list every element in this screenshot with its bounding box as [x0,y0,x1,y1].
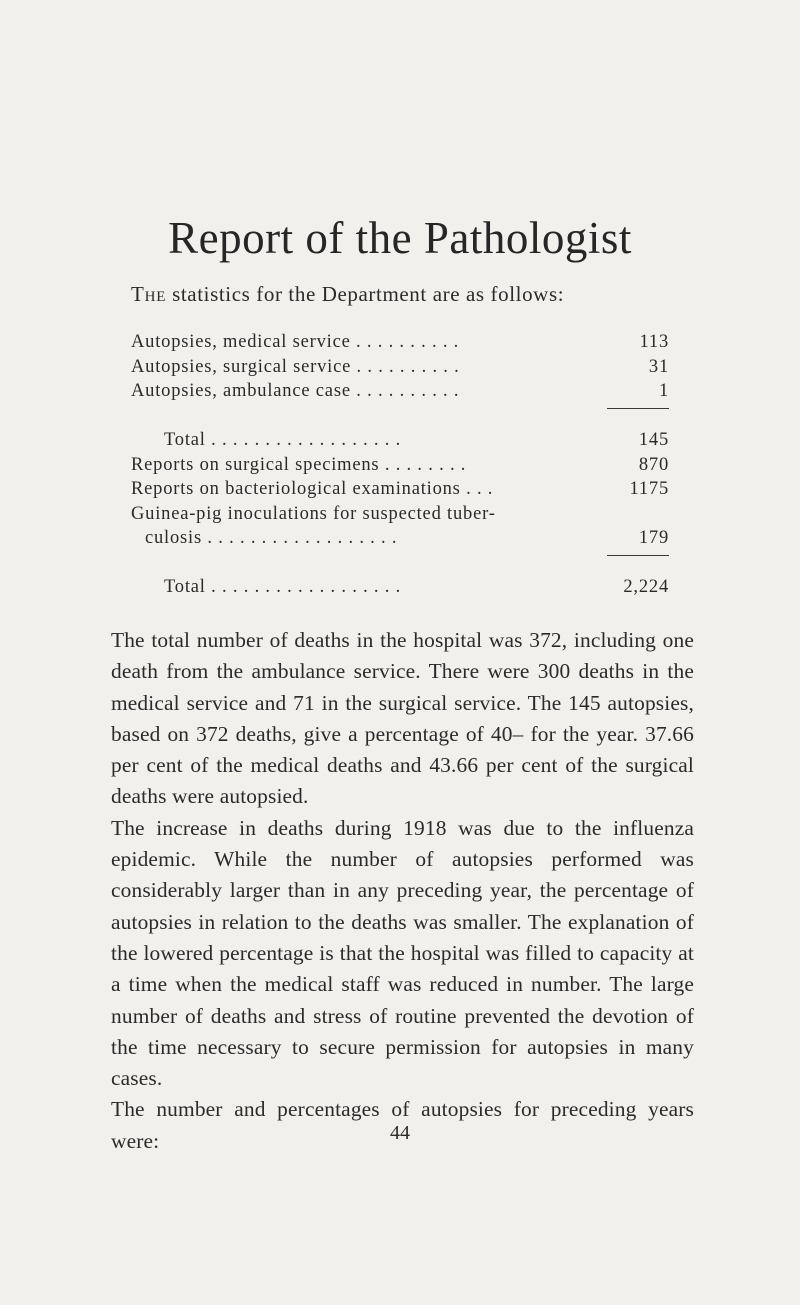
stat-label: Autopsies, medical service . . . . . . . . . . [131,332,460,352]
stat-value: 1175 [629,479,669,499]
statistics-table [131,330,669,600]
stat-label: Reports on surgical specimens . . . . . . . . [131,454,467,475]
stat-row-total [131,575,669,600]
stat-value: 145 [638,430,669,450]
stat-label: Total . . . . . . . . . . . . . . . . . . [164,577,402,597]
stat-row-total [131,428,669,453]
stat-value: 1 [658,381,669,401]
sum-rule [131,404,669,429]
stat-value: 31 [648,356,669,377]
stat-row [131,379,669,404]
paragraph: The increase in deaths during 1918 was due to the influenza epidemic. While the number of autopsies performed was considerably larger than in any preceding year, the percentage of autopsies in relation to the deaths was smaller. The explanation of the lowered percentage is that the hospital was filled to capacity at a time when the medical staff was reduced in number. The large number of deaths and stress of routine prevented the devotion of the time necessary to secure permission for autopsies in many cases. [111,815,694,1091]
stat-row [131,526,669,551]
intro-text: statistics for the Department are as follows: [172,282,565,306]
stat-label: Guinea-pig inoculations for suspected tuber- [131,503,496,524]
stat-label: Autopsies, ambulance case . . . . . . . . . . [131,381,460,401]
intro-line [131,282,564,307]
page-title: Report of the Pathologist [168,213,632,263]
page-number: 44 [390,1122,410,1144]
stat-row [131,330,669,355]
paragraph: The total number of deaths in the hospital was 372, including one death from the ambulance service. There were 300 deaths in the medical service and 71 in the surgical service. The 145 autopsies, based on 372 deaths, give a percentage of 40– for the year. 37.66 per cent of the medical deaths and 43.66 per cent of the surgical deaths were autopsied. [111,628,694,809]
stat-value: 113 [639,332,669,352]
body-text [111,625,694,1157]
stat-label: Total . . . . . . . . . . . . . . . . . . [164,430,402,450]
stat-label: Reports on bacteriological examinations . . . [131,479,494,499]
stat-row [131,453,669,478]
stat-row [131,477,669,502]
intro-lead: The [131,282,167,306]
stat-row [131,355,669,380]
paragraph: The number and percentages of autopsies for preceding years were: [111,1097,694,1153]
sum-rule [131,551,669,576]
stat-value: 2,224 [623,577,669,597]
stat-label: culosis . . . . . . . . . . . . . . . . . . [145,528,398,548]
stat-value: 179 [638,528,669,548]
stat-value: 870 [638,454,669,475]
stat-row [131,502,669,527]
stat-label: Autopsies, surgical service . . . . . . . . . . [131,356,460,377]
